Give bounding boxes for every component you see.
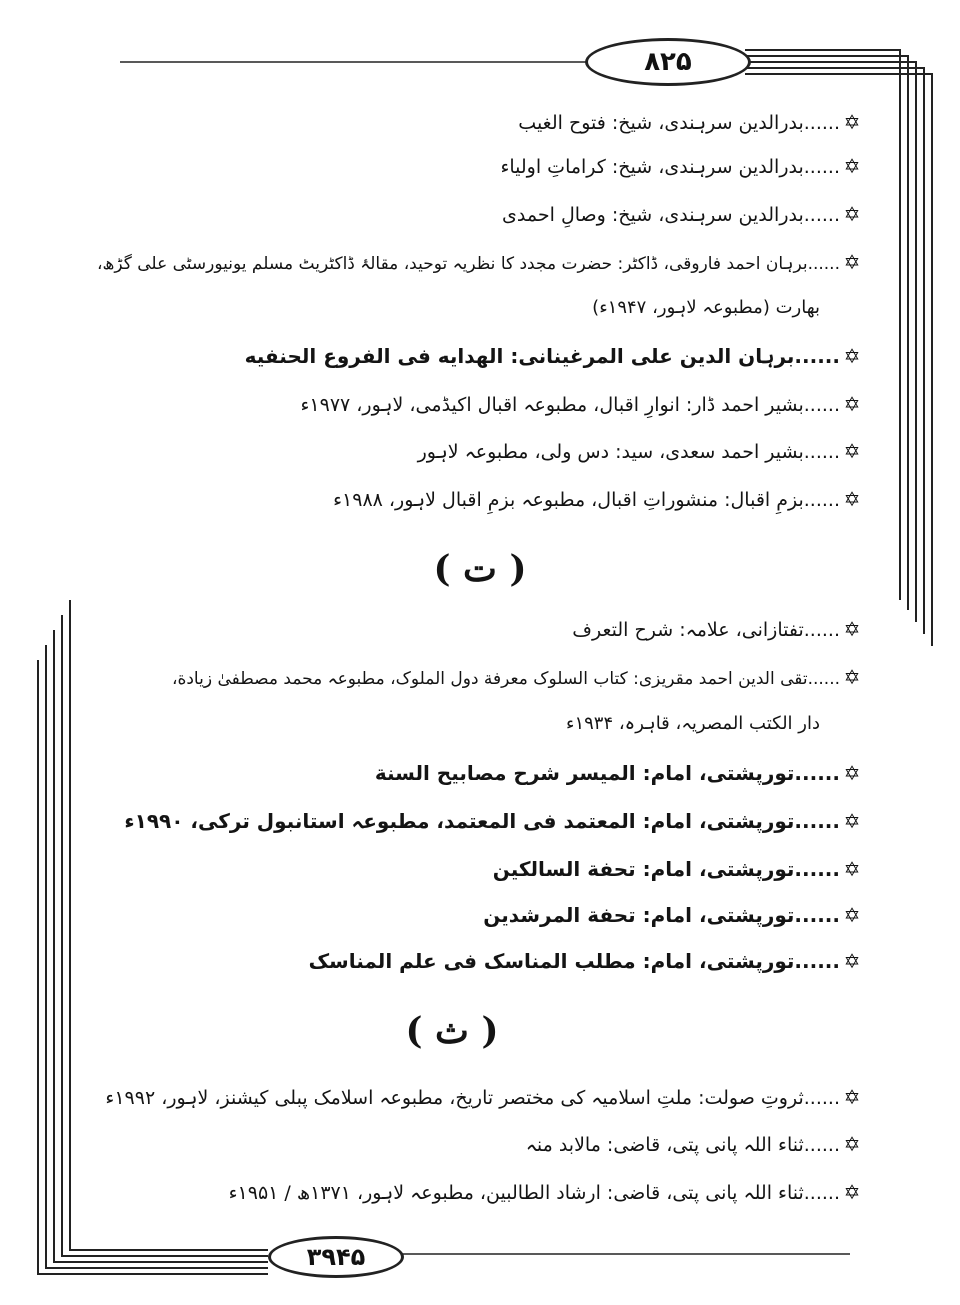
star-bullet-icon: ✡ (843, 761, 861, 785)
star-bullet-icon: ✡ (843, 392, 861, 416)
star-bullet-icon: ✡ (843, 857, 861, 881)
star-bullet-icon: ✡ (843, 1085, 861, 1109)
list-item: ✡......تفتازانی، علامہ: شرح التعرف (572, 612, 864, 646)
list-item: ✡......ثناء اللہ پانی پتی، قاضی: ارشاد الطالبین، مطبوعہ لاہور، ۱۳۷۱ھ / ۱۹۵۱ء (229, 1175, 864, 1209)
star-bullet-icon: ✡ (843, 617, 861, 641)
star-bullet-icon: ✡ (843, 949, 861, 973)
list-item: ✡......تورپشتی، امام: تحفة المرشدین (483, 898, 864, 932)
list-item: ✡......بدرالدین سرہندی، شیخ: وصالِ احمدی (502, 197, 864, 231)
page-number-bottom: ۳۹۴۵ (268, 1236, 404, 1278)
star-bullet-icon: ✡ (843, 903, 861, 927)
list-item: ✡......تورپشتی، امام: المیسر شرح مصابیح السنة (375, 756, 864, 790)
list-item: ✡......تورپشتی، امام: مطلب المناسک فی علم المناسک (309, 944, 864, 978)
page-number-top: ۸۲۵ (585, 38, 751, 86)
star-bullet-icon: ✡ (843, 809, 861, 833)
list-item: ✡......تورپشتی، امام: تحفة السالکین (493, 852, 864, 886)
star-bullet-icon: ✡ (843, 1132, 861, 1156)
star-bullet-icon: ✡ (843, 1180, 861, 1204)
section-header-se: ( ث ) (405, 1010, 499, 1052)
list-item: ✡......برہان احمد فاروقی، ڈاکٹر: حضرت مجدد کا نظریہ توحید، مقالۂ ڈاکٹریٹ مسلم یونیورسٹی علی گڑھ، (97, 245, 864, 279)
star-bullet-icon: ✡ (843, 487, 861, 511)
star-bullet-icon: ✡ (843, 202, 861, 226)
star-bullet-icon: ✡ (843, 439, 861, 463)
list-item: ✡......برہان الدین علی المرغینانی: الهدایه فی الفروع الحنفیه (245, 339, 864, 373)
star-bullet-icon: ✡ (843, 665, 861, 689)
list-item: ✡......بشیر احمد سعدی، سید: دس ولی، مطبوعہ لاہور (418, 434, 864, 468)
star-bullet-icon: ✡ (843, 110, 861, 134)
list-item: ✡......ثناء اللہ پانی پتی، قاضی: مالابد منہ (526, 1127, 864, 1161)
list-item-continuation: دار الکتب المصریہ، قاہرہ، ۱۹۳۴ء (566, 713, 820, 734)
list-item: ✡......بدرالدین سرہندی، شیخ: کراماتِ اولیاء (500, 149, 864, 183)
list-item: ✡......تقی الدین احمد مقریزی: کتاب السلوک معرفة دول الملوک، مطبوعہ محمد مصطفیٰ زیادة، (172, 660, 864, 694)
star-bullet-icon: ✡ (843, 154, 861, 178)
list-item: ✡......ثروتِ صولت: ملتِ اسلامیہ کی مختصر تاریخ، مطبوعہ اسلامک پبلی کیشنز، لاہور، ۱۹۹۲ء (105, 1080, 864, 1114)
list-item: ✡......بشیر احمد ڈار: انوارِ اقبال، مطبوعہ اقبال اکیڈمی، لاہور، ۱۹۷۷ء (300, 387, 864, 421)
star-bullet-icon: ✡ (843, 250, 861, 274)
list-item: ✡......بدرالدین سرہندی، شیخ: فتوح الغیب (518, 105, 864, 139)
list-item-continuation: بھارت (مطبوعہ لاہور، ۱۹۴۷ء) (592, 297, 820, 318)
list-item: ✡......تورپشتی، امام: المعتمد فی المعتمد، مطبوعہ استانبول ترکی، ۱۹۹۰ء (124, 804, 864, 838)
star-bullet-icon: ✡ (843, 344, 861, 368)
section-header-te: ( ت ) (433, 548, 527, 590)
list-item: ✡......بزمِ اقبال: منشوراتِ اقبال، مطبوعہ بزمِ اقبال لاہور، ۱۹۸۸ء (333, 482, 864, 516)
